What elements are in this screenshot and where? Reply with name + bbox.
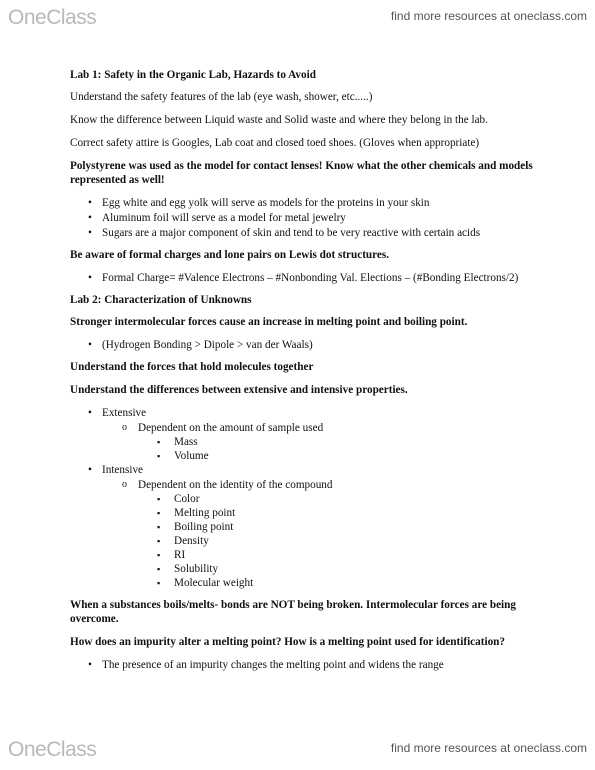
impurity-heading: How does an impurity alter a melting point? How is a melting point used for identification? — [70, 636, 505, 648]
boils-heading: When a substances boils/melts- bonds are NOT being broken. Intermolecular forces are being overcome. — [70, 599, 516, 625]
sub-sub-item: ▪ Melting point — [70, 506, 540, 520]
list-item: • (Hydrogen Bonding > Dipole > van der Waals) — [70, 338, 540, 352]
sub-sub-item: ▪ Solubility — [70, 562, 540, 576]
list-item: • Formal Charge= #Valence Electrons – #Nonbonding Val. Elections – (#Bonding Electrons/2) — [70, 271, 540, 285]
forces-heading: Understand the forces that hold molecules together — [70, 361, 314, 373]
list-item: • Egg white and egg yolk will serve as models for the proteins in your skin — [70, 196, 540, 210]
paragraph: Correct safety attire is Googles, Lab coat and closed toed shoes. (Gloves when appropriate) — [70, 137, 480, 149]
polystyrene-heading: Polystyrene was used as the model for contact lenses! Know what the other chemicals and models represented as well! — [70, 160, 533, 186]
list-item: • Sugars are a major component of skin and tend to be very reactive with certain acids — [70, 226, 540, 240]
oneclass-logo[interactable] — [8, 6, 96, 28]
impurity-list — [70, 658, 540, 672]
logo-text: OneClass — [8, 6, 97, 29]
formal-charge-heading: Be aware of formal charges and lone pairs on Lewis dot structures. — [70, 249, 390, 261]
sub-sub-item: ▪ Volume — [70, 449, 540, 463]
list-item-extensive: • Extensive — [70, 406, 540, 420]
sub-sub-item: ▪ Mass — [70, 435, 540, 449]
lab2-heading: Lab 2: Characterization of Unknowns — [70, 294, 252, 306]
footer-bar — [0, 734, 595, 770]
imf-list — [70, 338, 540, 352]
find-more-link[interactable]: find more resources at oneclass.com — [390, 741, 587, 755]
header-bar — [0, 0, 595, 34]
oneclass-logo[interactable] — [8, 738, 96, 760]
properties-heading: Understand the differences between extensive and intensive properties. — [70, 384, 408, 396]
paragraph: Know the difference between Liquid waste and Solid waste and where they belong in the lab. — [70, 114, 488, 126]
lab1-heading: Lab 1: Safety in the Organic Lab, Hazards to Avoid — [70, 69, 316, 81]
list-item-intensive: • Intensive — [70, 463, 540, 477]
logo-text: OneClass — [8, 738, 97, 761]
sub-item: o Dependent on the amount of sample used — [70, 421, 540, 435]
properties-list — [70, 406, 540, 590]
sub-sub-item: ▪ Density — [70, 534, 540, 548]
paragraph: Understand the safety features of the lab (eye wash, shower, etc.....) — [70, 91, 373, 103]
sub-sub-item: ▪ Color — [70, 492, 540, 506]
find-more-link[interactable]: find more resources at oneclass.com — [390, 9, 587, 23]
imf-heading: Stronger intermolecular forces cause an increase in melting point and boiling point. — [70, 316, 468, 328]
sub-item: o Dependent on the identity of the compound — [70, 478, 540, 492]
sub-sub-item: ▪ Boiling point — [70, 520, 540, 534]
list-item: • Aluminum foil will serve as a model for metal jewelry — [70, 211, 540, 225]
formal-charge-list — [70, 271, 540, 285]
models-list — [70, 196, 540, 240]
document-body — [70, 68, 540, 680]
sub-sub-item: ▪ Molecular weight — [70, 576, 540, 590]
list-item: • The presence of an impurity changes the melting point and widens the range — [70, 658, 540, 672]
sub-sub-item: ▪ RI — [70, 548, 540, 562]
